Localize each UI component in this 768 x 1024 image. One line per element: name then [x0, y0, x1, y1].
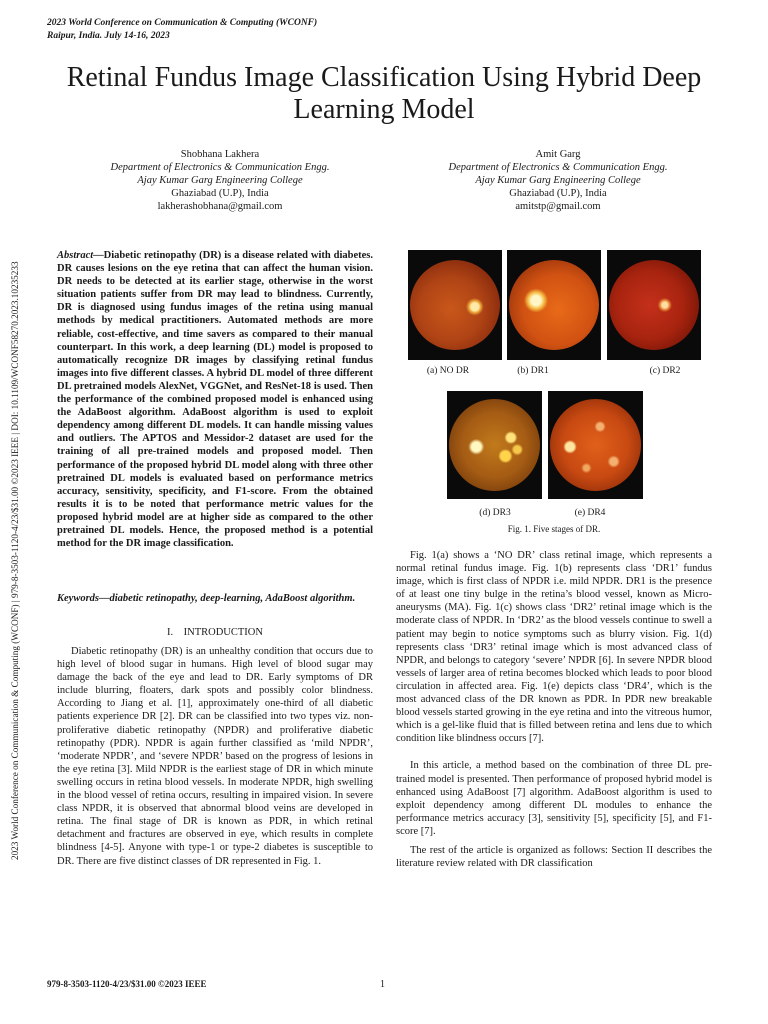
paragraph-organization: The rest of the article is organized as follows: Section II describes the literature review related with DR classification — [396, 844, 712, 870]
panel-label-c: (c) DR2 — [649, 366, 681, 376]
panel-label-b: (b) DR1 — [517, 366, 549, 376]
abstract-text: —Diabetic retinopathy (DR) is a disease related with diabetes. DR causes lesions on the eye retina that can affect the human vision. DR needs to be detected at its earlier stage, otherwise in the worst situation patients suffer from DR may lead to blindness. Currently, DR is diagnosed using fundus images of the retina using manual methods by medical practitioners. Automated methods are more reliable, cost-effective, and time savers as compared to their manual counterpart. In this work, a deep learning (DL) model is proposed to automatically recognize DR images by classifying retinal fundus images into five different classes. A hybrid DL model of three different DL pretrained models AlexNet, VGGNet, and ResNet-18 is used. Then the performance of the combined proposed model is enhanced using the AdaBoost algorithm. AdaBoost algorithm is used to exploit dependency among different DL models. It can handle missing values and outliers. The APTOS and Messidor-2 dataset are used for the training of all pre-trained models and proposed model. Then performance of the proposed hybrid DL model along with three other pretrained DL models is evaluated based on performance metrics accuracy, sensitivity, specificity, and F1-score. From the obtained results it is to be noted that performance metric values for the proposed hybrid model are at higher side as compared to the other pretrained DL models. Hence, the proposed method is a potential method for the DR image classification. — [57, 250, 373, 550]
fundus-moderate-icon — [609, 260, 699, 350]
fundus-normal-icon — [410, 260, 500, 350]
conference-location: Raipur, India. July 14-16, 2023 — [47, 31, 170, 41]
footer-isbn: 979-8-3503-1120-4/23/$31.00 ©2023 IEEE — [47, 979, 207, 989]
paragraph-figure-description: Fig. 1(a) shows a ‘NO DR’ class retinal image, which represents a normal retinal fundus image. Fig. 1(b) represents class ‘DR1’ fundus image, which is first class of NPDR i.e. mild NPDR. DR1 is the presence of at least one tiny bulge in the retina’s blood vessel, known as Micro-aneurysms (MA). Fig. 1(c) shows class ‘DR2’ retinal image which is the moderate class of NPDR. In ‘DR2’ as the blood vessels continue to swell a patient may begin to notice symptoms such as blurry vision. Fig. 1(d) represents class ‘DR3’ retinal image which is most advanced class of NPDR, and belongs to category ‘severe’ NPDR [6]. In severe NPDR blood vessels of larger area of retina becomes blocked which leads to poor blood circulation in affected area. Fig. 1(e) depicts class ‘DR4’, which is the most advanced class of the DR known as PDR. In PDR new breakable blood vessels started growing in the eye retina and into the vitreous humor, which is a gel-like fluid that is filled between retina and lens due to which condition like blindness occurs [7]. — [396, 550, 712, 745]
page-number: 1 — [380, 979, 385, 990]
author-block-2 — [398, 148, 718, 213]
panel-label-d: (d) DR3 — [479, 508, 511, 518]
right-column-body — [396, 549, 712, 870]
author-name: Amit Garg — [535, 149, 581, 160]
figure-panel-e — [548, 391, 643, 499]
author-block-1 — [60, 148, 380, 213]
intro-text: Diabetic retinopathy (DR) is an unhealthy condition that occurs due to high level of blood sugar in humans. High level of blood sugar may damage the back of the eye and lead to DR. Early symptoms of DR include blurring, floaters, dark spots and possibly color blindness. According to Jiang et al. [1], approximately one-third of all diabetic patients experience DR [2]. DR can be classified into two types viz. non-proliferative diabetic retinopathy (NPDR) and proliferative diabetic retinopathy (PDR). NPDR is again further classified as ‘mild NPDR’, ‘moderate NPDR’, and ‘severe NPDR’ based on the progress of lesions in the eye retina [3]. Mild NPDR is the earliest stage of DR in which minute swelling occurs in retina blood vessels. In moderate NPDR, high swelling in the blood vessel of retina occurs, resulting in impaired vision. In severe class NPDR, it is observed that abnormal blood veins are developed in retina. The final stage of DR is known as PDR, in which retinal detachment and fractures are observed in eye, which results in complete blindness [4-5]. Anyone with type-1 or type-2 diabetes is susceptible to DR. There are five distinct classes of DR represented in Fig. 1. — [57, 646, 373, 867]
abstract-label: Abstract — [57, 250, 94, 261]
paper-title: Retinal Fundus Image Classification Using Hybrid Deep Learning Model — [66, 62, 702, 125]
author-email: amitstp@gmail.com — [515, 201, 601, 212]
author-city: Ghaziabad (U.P), India — [509, 188, 607, 199]
panel-label-e: (e) DR4 — [574, 508, 606, 518]
figure-panel-a — [408, 250, 502, 360]
author-department: Department of Electronics & Communication Engg. — [448, 162, 668, 173]
keywords: Keywords—diabetic retinopathy, deep-learning, AdaBoost algorithm. — [57, 593, 356, 604]
conference-name: 2023 World Conference on Communication & Computing (WCONF) — [47, 18, 318, 28]
fundus-severe-icon — [449, 399, 540, 491]
side-doi-strip: 2023 World Conference on Communication & Computing (WCONF) | 979-8-3503-1120-4/23/$31.00 ©2023 IEEE | DOI: 10.1109/WCONF58270.2023.10235233 — [10, 261, 20, 860]
figure-caption: Fig. 1. Five stages of DR. — [507, 524, 601, 534]
introduction-paragraph — [57, 645, 373, 868]
figure-panel-b — [507, 250, 601, 360]
author-city: Ghaziabad (U.P), India — [171, 188, 269, 199]
fundus-mild-icon — [509, 260, 599, 350]
figure-panel-c — [607, 250, 701, 360]
section-heading-introduction: I. INTRODUCTION — [167, 627, 263, 638]
conference-header — [47, 17, 317, 43]
panel-label-a: (a) NO DR — [426, 366, 470, 376]
author-department: Department of Electronics & Communication Engg. — [110, 162, 330, 173]
abstract — [57, 249, 373, 550]
fundus-proliferative-icon — [550, 399, 641, 491]
author-name: Shobhana Lakhera — [180, 149, 260, 160]
paragraph-method-summary: In this article, a method based on the combination of three DL pre-trained model is presented. Then performance of proposed hybrid model is enhanced using AdaBoost [7] algorithm. AdaBoost algorithm is used to exploit dependency among different DL modules to enhance the performance metrics accuracy [3], sensitivity [5], specificity [5], and F1-score [7]. — [396, 760, 712, 837]
figure-panel-d — [447, 391, 542, 499]
author-college: Ajay Kumar Garg Engineering College — [137, 175, 303, 186]
author-college: Ajay Kumar Garg Engineering College — [475, 175, 641, 186]
author-email: lakherashobhana@gmail.com — [157, 201, 283, 212]
